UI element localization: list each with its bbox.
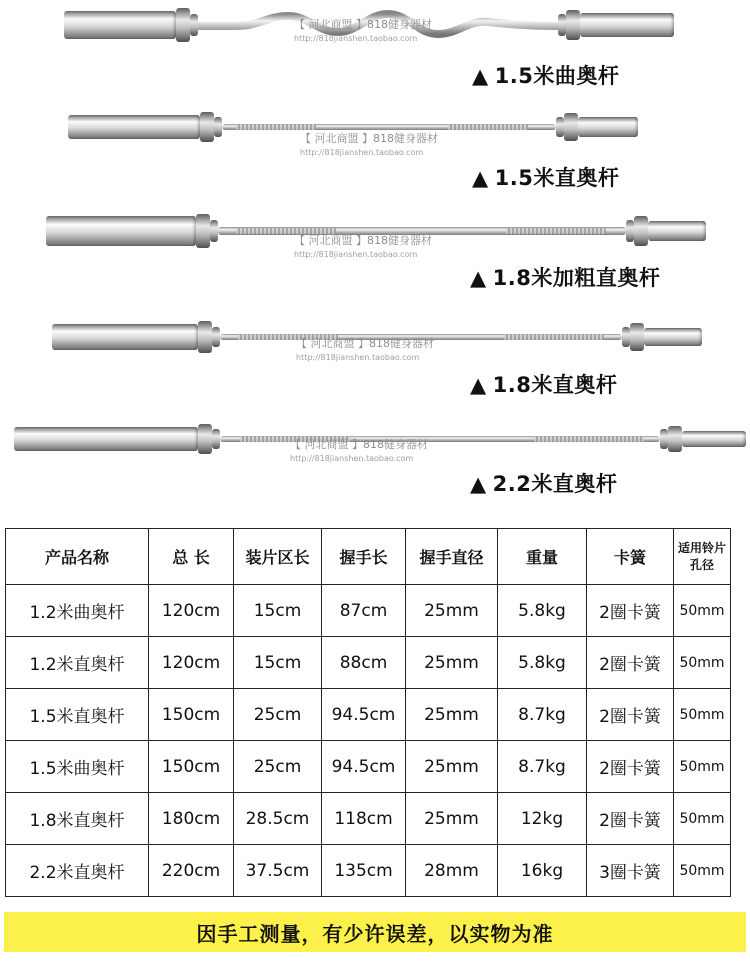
watermark-url: http://818jianshen.taobao.com [294,34,418,43]
table-cell: 2圈卡簧 [587,689,674,741]
watermark-shop: 【 河北商盟 】818健身器材 [300,132,438,145]
table-cell: 50mm [674,585,731,637]
table-cell: 180cm [149,793,234,845]
table-cell: 50mm [674,637,731,689]
table-cell: 5.8kg [498,585,587,637]
spec-table [5,528,731,897]
bar-image-row-2 [0,100,750,195]
table-cell: 50mm [674,689,731,741]
table-cell: 1.8米直奥杆 [6,793,149,845]
bar-caption-3 [470,262,660,292]
caption-text: 2.2米直奥杆 [492,472,618,496]
table-cell: 2圈卡簧 [587,637,674,689]
table-header: 卡簧 [587,529,674,585]
table-cell: 3圈卡簧 [587,845,674,897]
bar-caption-1 [472,60,619,90]
watermark-url: http://818jianshen.taobao.com [294,250,418,259]
table-cell: 94.5cm [322,689,406,741]
table-cell: 25mm [406,741,498,793]
table-cell: 12kg [498,793,587,845]
table-cell: 25mm [406,793,498,845]
table-cell: 120cm [149,637,234,689]
table-cell: 15cm [234,585,322,637]
table-header: 总 长 [149,529,234,585]
table-cell: 5.8kg [498,637,587,689]
table-cell: 8.7kg [498,741,587,793]
table-header: 握手长 [322,529,406,585]
table-cell: 1.2米直奥杆 [6,637,149,689]
table-cell: 50mm [674,741,731,793]
table-cell: 25cm [234,741,322,793]
watermark-url: http://818jianshen.taobao.com [296,353,420,362]
triangle-marker-icon: ▲ [470,266,487,290]
bar-caption-4 [470,369,617,399]
table-cell: 150cm [149,741,234,793]
table-cell: 25mm [406,689,498,741]
triangle-marker-icon: ▲ [470,373,487,397]
table-cell: 2圈卡簧 [587,741,674,793]
table-cell: 1.5米直奥杆 [6,689,149,741]
watermark [294,16,432,43]
table-cell: 50mm [674,793,731,845]
caption-text: 1.8米加粗直奥杆 [492,266,661,290]
table-header: 产品名称 [6,529,149,585]
watermark-shop: 【 河北商盟 】818健身器材 [294,234,432,247]
table-header: 适用铃片孔径 [674,529,731,585]
table-cell: 2.2米直奥杆 [6,845,149,897]
table-row [6,585,731,637]
table-cell: 1.2米曲奥杆 [6,585,149,637]
bar-caption-2 [472,162,619,192]
table-cell: 150cm [149,689,234,741]
table-cell: 8.7kg [498,689,587,741]
watermark-shop: 【 河北商盟 】818健身器材 [290,438,428,451]
watermark [300,130,438,157]
table-cell: 94.5cm [322,741,406,793]
table-cell: 37.5cm [234,845,322,897]
table-header: 重量 [498,529,587,585]
table-cell: 25mm [406,637,498,689]
triangle-marker-icon: ▲ [472,166,489,190]
table-header-row [6,529,731,585]
watermark-url: http://818jianshen.taobao.com [290,454,414,463]
triangle-marker-icon: ▲ [470,472,487,496]
caption-text: 1.8米直奥杆 [492,373,618,397]
table-cell: 87cm [322,585,406,637]
table-cell: 118cm [322,793,406,845]
watermark-shop: 【 河北商盟 】818健身器材 [294,18,432,31]
table-cell: 25mm [406,585,498,637]
caption-text: 1.5米曲奥杆 [494,64,620,88]
bar-image-row-4 [0,305,750,400]
watermark-url: http://818jianshen.taobao.com [300,148,424,157]
table-cell: 16kg [498,845,587,897]
caption-text: 1.5米直奥杆 [494,166,620,190]
table-row [6,845,731,897]
triangle-marker-icon: ▲ [472,64,489,88]
table-row [6,741,731,793]
bar-image-row-3 [0,200,750,300]
table-cell: 220cm [149,845,234,897]
table-cell: 28mm [406,845,498,897]
table-cell: 120cm [149,585,234,637]
table-cell: 88cm [322,637,406,689]
bar-caption-5 [470,468,617,498]
watermark-shop: 【 河北商盟 】818健身器材 [296,337,434,350]
watermark [290,436,428,463]
table-cell: 50mm [674,845,731,897]
bar-image-row-1 [0,0,750,90]
table-header: 握手直径 [406,529,498,585]
table-row [6,793,731,845]
watermark [296,335,434,362]
watermark [294,232,432,259]
table-cell: 15cm [234,637,322,689]
disclaimer-text: 因手工测量，有少许误差，以实物为准 [196,921,554,946]
bar-image-row-5 [0,408,750,508]
table-cell: 2圈卡簧 [587,585,674,637]
table-cell: 2圈卡簧 [587,793,674,845]
disclaimer-banner [4,912,746,952]
table-header: 装片区长 [234,529,322,585]
table-cell: 25cm [234,689,322,741]
table-cell: 1.5米曲奥杆 [6,741,149,793]
table-row [6,689,731,741]
table-cell: 28.5cm [234,793,322,845]
table-cell: 135cm [322,845,406,897]
table-row [6,637,731,689]
